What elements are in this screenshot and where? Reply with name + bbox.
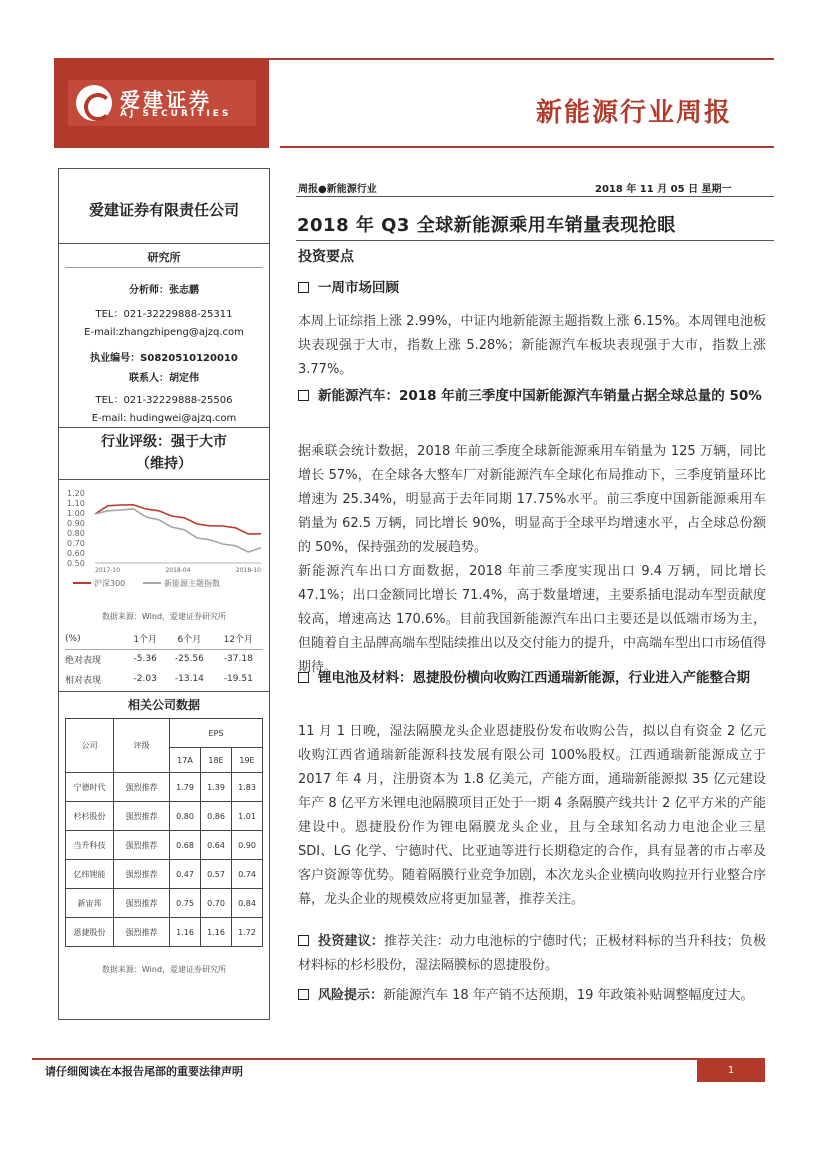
related-companies-title: 相关公司数据 xyxy=(127,698,200,712)
paragraph: 新能源汽车出口方面数据，2018 年前三季度实现出口 9.4 万辆，同比增长 47.1%；出口金额同比增长 71.4%，高于数量增速，主要系插电混动车型贡献度较高，增速高达 170.6%。目前我国新能源汽车出口主要还是以低端市场为主，但随着自主品牌高端车型陆续推出以及交付能力的提升，中高端车型出口市场值得期待。 xyxy=(298,564,767,675)
table-cell: 0.86 xyxy=(201,802,232,831)
checkbox-bullet-icon xyxy=(298,672,309,683)
table-source: 数据来源：Wind，爱建证券研究所 xyxy=(101,965,227,974)
table-cell: 0.70 xyxy=(201,889,232,918)
industry-rating xyxy=(59,431,269,475)
section-heading-text: 新能源汽车：2018 年前三季度中国新能源汽车销量占据全球总量的 50% xyxy=(318,388,762,404)
paragraph: 11 月 1 日晚，湿法隔膜龙头企业恩捷股份发布收购公告，拟以自有资金 2 亿元收购江西省通瑞新能源科技发展有限公司 100%股权。江西通瑞新能源成立于 2017 年 4 月，注册资本为 1.8 亿美元，产能方面，通瑞新能源拟 35 亿元建设年产 8 亿平方米锂电池隔膜项目正处于一期 4 条隔膜产线共计 2 亿平方米的产能建设中。恩捷股份作为锂电隔膜龙头企业，且与全球知名动力电池企业三星 SDI、LG 化学、宁德时代、比亚迪等进行长期稳定的合作，具有显著的市占率及客户资源等优势。随着隔膜行业竞争加剧，本次龙头企业横向收购拉开行业整合序幕，龙头企业的规模效应将更加显著，推荐关注。 xyxy=(298,724,767,907)
table-row xyxy=(65,669,263,689)
divider xyxy=(296,196,774,197)
table-cell: -13.14 xyxy=(174,674,204,684)
sidebar-divider xyxy=(59,691,269,692)
table-cell: -19.51 xyxy=(223,674,253,684)
table-cell: 强烈推荐 xyxy=(114,918,170,947)
table-cell: 宁德时代 xyxy=(66,773,114,802)
table-cell: 绝对表现 xyxy=(65,655,102,666)
table-cell: 当升科技 xyxy=(66,831,114,860)
report-category: 周报●新能源行业 xyxy=(298,184,377,195)
table-cell: 1.16 xyxy=(201,918,232,947)
risk-warning xyxy=(298,984,766,1008)
paragraph: 据乘联会统计数据，2018 年前三季度全球新能源乘用车销量为 125 万辆，同比增长 57%，在全球各大整车厂对新能源汽车全球化布局推动下，三季度销量环比增速为 25.34%，明显高于去年同期 17.75%水平。前三季度中国新能源乘用车销量为 62.5 万辆，同比增长 90%，明显高于全球平均增速水平，占全球总份额的 50%，保持强劲的发展趋势。 xyxy=(298,444,766,555)
table-cell: 恩捷股份 xyxy=(66,918,114,947)
table-header-cell: 19E xyxy=(232,748,263,773)
table-cell: 相对表现 xyxy=(65,675,102,686)
chart-source: 数据来源：Wind，爱建证券研究所 xyxy=(101,612,227,621)
table-cell: -25.56 xyxy=(174,654,204,665)
license-number: 执业编号：S0820510120010 xyxy=(90,353,238,364)
table-cell: 1.79 xyxy=(170,773,201,802)
table-header-cell: 公司 xyxy=(66,719,114,773)
index-performance-chart xyxy=(59,487,269,607)
contact-name: 联系人：胡定伟 xyxy=(129,373,199,384)
sidebar-divider xyxy=(65,267,263,268)
table-row xyxy=(66,831,263,860)
y-tick-label: 0.90 xyxy=(67,519,85,528)
investment-advice xyxy=(298,930,766,978)
report-date: 2018 年 11 月 05 日 星期一 xyxy=(595,184,732,195)
section-heading xyxy=(298,666,768,690)
x-tick-label: 2018-04 xyxy=(165,567,191,574)
table-header-row xyxy=(66,719,263,748)
y-tick-label: 0.80 xyxy=(67,529,85,538)
table-cell: 0.75 xyxy=(170,889,201,918)
brand-logo xyxy=(54,58,269,148)
table-cell: 强烈推荐 xyxy=(114,773,170,802)
paragraph: 本周上证综指上涨 2.99%，中证内地新能源主题指数上涨 6.15%。本周锂电池板块表现强于大市，指数上涨 5.28%；新能源汽车板块表现强于大市，指数上涨 3.77%。 xyxy=(298,314,766,377)
logo-emblem-icon xyxy=(76,85,112,121)
series-line xyxy=(95,509,261,552)
y-tick-label: 1.10 xyxy=(67,499,85,508)
table-cell: -5.36 xyxy=(133,654,157,665)
table-cell: -2.03 xyxy=(133,674,157,684)
table-cell: 0.74 xyxy=(232,860,263,889)
table-cell: 1.72 xyxy=(232,918,263,947)
legend-label: 新能源主题指数 xyxy=(164,579,220,588)
section-heading xyxy=(298,276,768,300)
headline: 2018 年 Q3 全球新能源乘用车销量表现抢眼 xyxy=(297,215,676,236)
analyst-email: E-mail:zhangzhipeng@ajzq.com xyxy=(84,327,244,338)
table-row xyxy=(66,918,263,947)
company-eps-table xyxy=(65,718,263,947)
x-tick-label: 2017-10 xyxy=(95,567,121,574)
table-header-cell: 评级 xyxy=(114,719,170,773)
y-tick-label: 0.70 xyxy=(67,539,85,548)
y-tick-label: 0.60 xyxy=(67,549,85,558)
table-row xyxy=(65,649,263,669)
legend-label: 沪深300 xyxy=(94,579,126,588)
table-header-cell: EPS xyxy=(170,719,263,748)
section-heading-text: 一周市场回顾 xyxy=(318,280,399,296)
logo-badge xyxy=(68,80,256,126)
table-cell: 强烈推荐 xyxy=(114,889,170,918)
table-cell: 1.16 xyxy=(170,918,201,947)
table-header-cell: 17A xyxy=(170,748,201,773)
table-header-cell: 1个月 xyxy=(125,629,165,649)
table-row xyxy=(66,889,263,918)
sidebar-divider xyxy=(59,479,269,480)
y-tick-label: 1.20 xyxy=(67,489,85,498)
table-cell: 强烈推荐 xyxy=(114,831,170,860)
table-cell: 0.80 xyxy=(170,802,201,831)
table-cell: 0.57 xyxy=(201,860,232,889)
checkbox-bullet-icon xyxy=(298,989,309,1000)
series-line xyxy=(95,505,261,534)
table-cell: 0.68 xyxy=(170,831,201,860)
table-header-cell: 6个月 xyxy=(165,629,214,649)
rating-status: （维持） xyxy=(136,456,192,472)
table-cell: 0.64 xyxy=(201,831,232,860)
page-number: 1 xyxy=(697,1060,765,1082)
table-cell: 杉杉股份 xyxy=(66,802,114,831)
footer-rule xyxy=(32,1058,765,1060)
report-title: 新能源行业周报 xyxy=(535,98,732,128)
table-header-cell: 12个月 xyxy=(214,629,263,649)
checkbox-bullet-icon xyxy=(298,282,309,293)
logo-english-name: AJ SECURITIES xyxy=(120,109,232,119)
table-cell: 强烈推荐 xyxy=(114,802,170,831)
table-cell: 新宙邦 xyxy=(66,889,114,918)
table-cell: 1.39 xyxy=(201,773,232,802)
logo-chinese-name: 爱建证券 xyxy=(120,88,212,112)
x-tick-label: 2018-10 xyxy=(235,567,261,574)
sidebar xyxy=(58,168,270,1020)
table-cell: -37.18 xyxy=(223,654,253,665)
table-cell: 1.83 xyxy=(232,773,263,802)
contact-email: E-mail: hudingwei@ajzq.com xyxy=(91,413,237,424)
table-row xyxy=(66,773,263,802)
y-tick-label: 1.00 xyxy=(67,509,85,518)
analyst-name: 分析师：张志鹏 xyxy=(129,285,199,296)
divider xyxy=(296,240,774,241)
table-header-row xyxy=(65,629,263,649)
legal-disclaimer: 请仔细阅读在本报告尾部的重要法律声明 xyxy=(45,1065,243,1078)
risk-label: 风险提示： xyxy=(318,988,384,1003)
table-header-cell: (%) xyxy=(65,629,125,649)
section-heading-text: 锂电池及材料：恩捷股份横向收购江西通瑞新能源，行业进入产能整合期 xyxy=(318,670,750,686)
sidebar-divider xyxy=(59,427,269,428)
advice-label: 投资建议： xyxy=(318,934,385,949)
risk-text: 新能源汽车 18 年产销不达预期，19 年政策补贴调整幅度过大。 xyxy=(383,988,754,1003)
table-cell: 亿纬锂能 xyxy=(66,860,114,889)
section-heading xyxy=(298,384,768,408)
section-title: 投资要点 xyxy=(298,249,354,265)
table-cell: 强烈推荐 xyxy=(114,860,170,889)
company-name: 爱建证券有限责任公司 xyxy=(88,201,239,219)
contact-phone: TEL：021-32229888-25506 xyxy=(95,395,233,406)
header-bottom-rule xyxy=(280,146,774,148)
table-row xyxy=(66,860,263,889)
checkbox-bullet-icon xyxy=(298,935,309,946)
table-cell: 0.90 xyxy=(232,831,263,860)
table-row xyxy=(66,802,263,831)
performance-table xyxy=(65,629,263,689)
table-header-cell: 18E xyxy=(201,748,232,773)
sidebar-divider xyxy=(59,243,269,244)
advice-text: 推荐关注：动力电池标的宁德时代；正极材料标的当升科技；负极材料标的杉杉股份，湿法隔膜标的恩捷股份。 xyxy=(298,934,766,973)
rating-text: 行业评级：强于大市 xyxy=(101,434,227,450)
institute-label: 研究所 xyxy=(147,251,181,264)
checkbox-bullet-icon xyxy=(298,390,309,401)
analyst-phone: TEL：021-32229888-25311 xyxy=(95,309,233,320)
table-cell: 1.01 xyxy=(232,802,263,831)
table-cell: 0.47 xyxy=(170,860,201,889)
y-tick-label: 0.50 xyxy=(67,559,85,568)
table-cell: 0.84 xyxy=(232,889,263,918)
